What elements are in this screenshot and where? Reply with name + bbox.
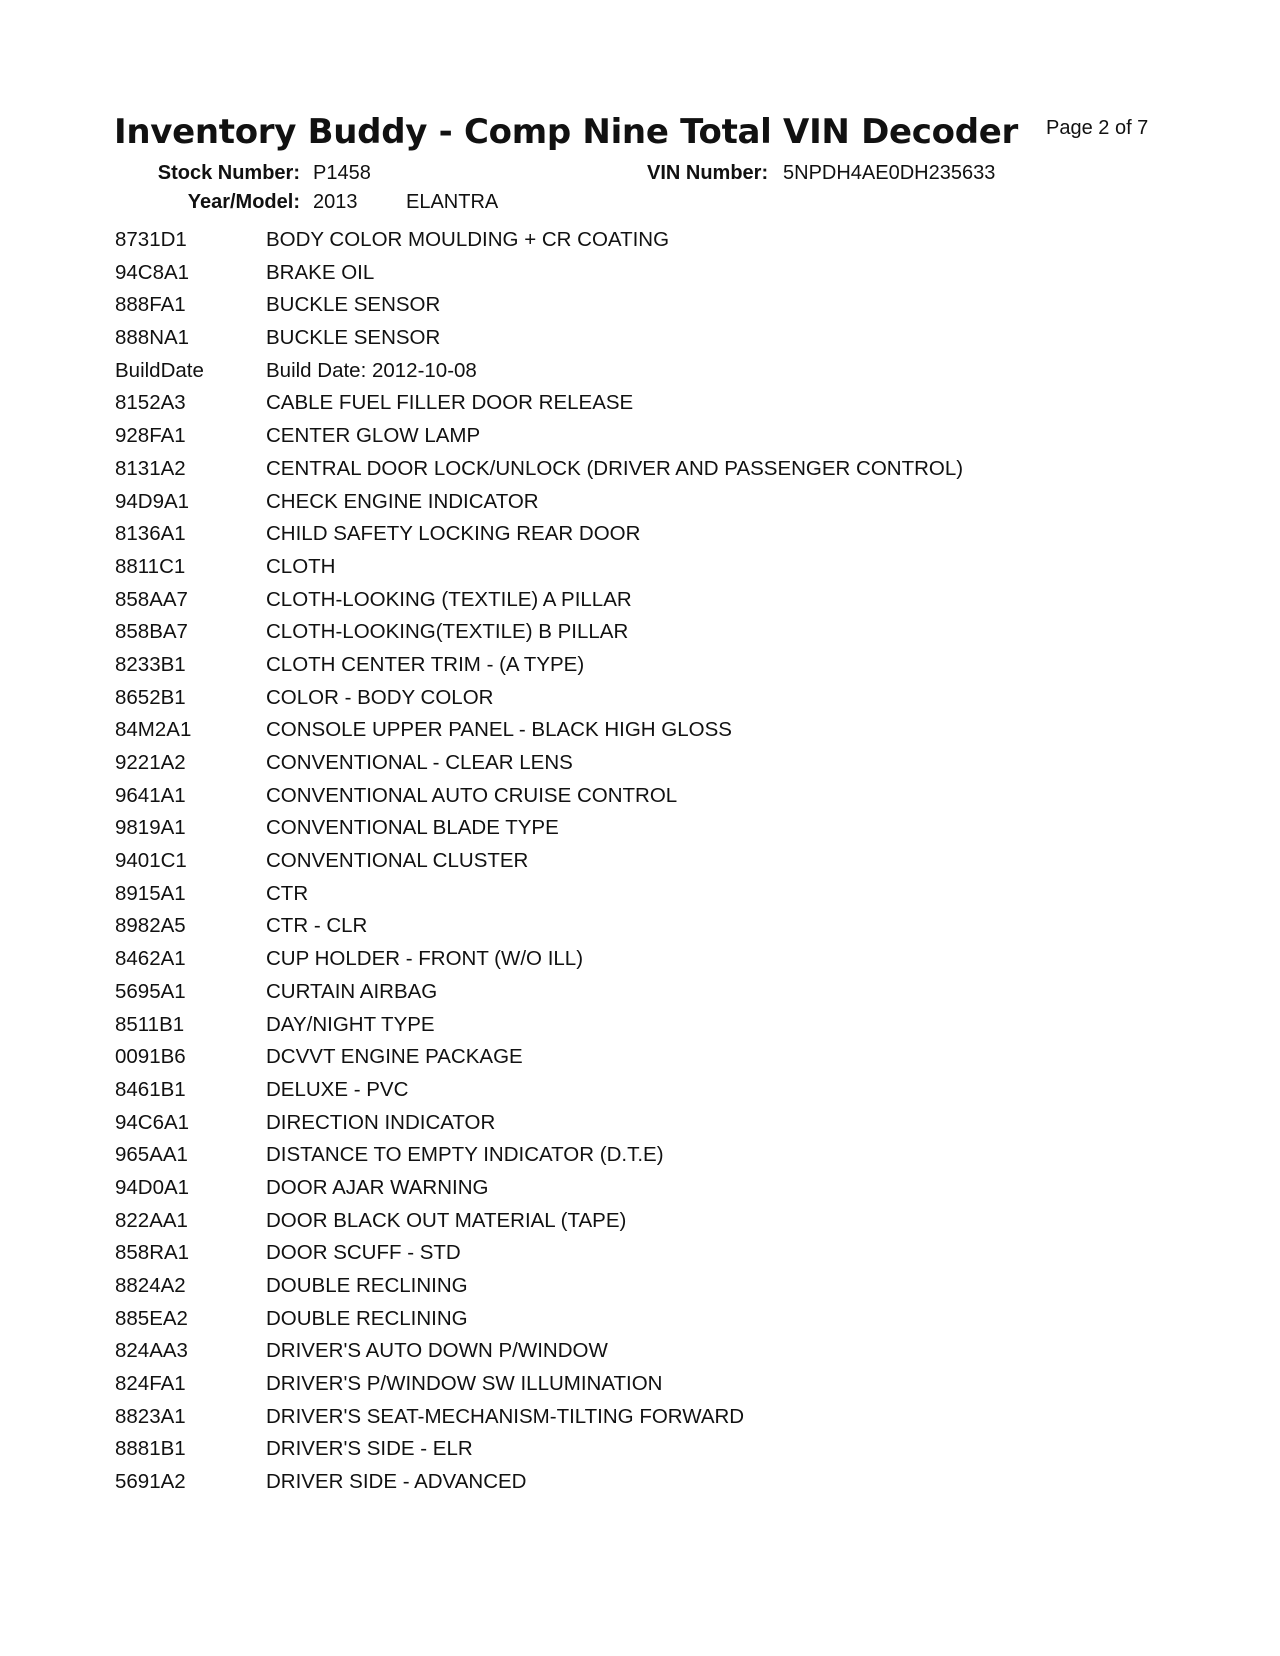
list-item [115,1405,1215,1438]
option-code: 9819A1 [115,816,186,840]
option-description: CENTER GLOW LAMP [266,424,481,448]
list-item [115,947,1215,980]
vin-number-value: 5NPDH4AE0DH235633 [783,162,996,184]
option-description: BODY COLOR MOULDING + CR COATING [266,228,670,251]
option-code: 8462A1 [115,947,186,971]
list-item [115,1274,1215,1307]
list-item [115,1013,1215,1046]
option-description: BUCKLE SENSOR [266,326,441,350]
stock-number-label: Stock Number: [157,162,300,184]
option-description: DELUXE - PVC [266,1077,409,1101]
option-code: 94D0A1 [115,1175,190,1199]
year-model-label: Year/Model: [187,191,300,213]
list-item [115,555,1215,588]
option-description: CTR - CLR [266,914,368,938]
option-code: 888FA1 [115,293,186,317]
list-item [115,228,1215,261]
option-description: DAY/NIGHT TYPE [266,1012,435,1036]
model-value: ELANTRA [406,191,499,213]
vin-number-label: VIN Number: [647,162,769,184]
option-code: 858RA1 [115,1241,190,1265]
list-item [115,980,1215,1013]
list-item [115,816,1215,849]
list-item [115,718,1215,751]
list-item [115,751,1215,784]
option-description: CONSOLE UPPER PANEL - BLACK HIGH GLOSS [266,718,732,742]
option-description: DOOR AJAR WARNING [266,1175,489,1199]
option-code-list [115,228,1215,1503]
option-code: 94C8A1 [115,260,190,284]
option-description: CENTRAL DOOR LOCK/UNLOCK (DRIVER AND PASSENGER CONTROL) [266,456,964,480]
option-code: 8731D1 [115,228,187,251]
option-code: 822AA1 [115,1208,188,1232]
option-code: 5695A1 [115,979,186,1003]
option-code: 5691A2 [115,1470,186,1494]
year-value: 2013 [313,191,358,213]
option-description: CONVENTIONAL CLUSTER [266,849,529,873]
list-item [115,1437,1215,1470]
list-item [115,914,1215,947]
option-code: 8824A2 [115,1274,186,1297]
list-item [115,490,1215,523]
list-item [115,653,1215,686]
list-item [115,391,1215,424]
option-code: 9401C1 [115,849,187,873]
option-code: 8652B1 [115,685,186,709]
option-code: 8131A2 [115,456,186,480]
option-description: CHECK ENGINE INDICATOR [266,489,539,513]
list-item [115,588,1215,621]
option-code: 8511B1 [115,1012,185,1036]
option-code: 8982A5 [115,914,186,938]
option-code: 9221A2 [115,751,186,774]
option-code: 8811C1 [115,554,186,578]
list-item [115,882,1215,915]
option-code: BuildDate [115,358,204,382]
option-description: DISTANCE TO EMPTY INDICATOR (D.T.E) [266,1143,664,1167]
list-item [115,1143,1215,1176]
option-description: CHILD SAFETY LOCKING REAR DOOR [266,522,641,546]
option-description: BRAKE OIL [266,260,375,284]
option-description: COLOR - BODY COLOR [266,685,494,709]
option-description: DRIVER'S P/WINDOW SW ILLUMINATION [266,1372,663,1396]
option-description: DRIVER SIDE - ADVANCED [266,1470,527,1494]
option-code: 885EA2 [115,1306,188,1330]
list-item [115,522,1215,555]
list-item [115,424,1215,457]
stock-number-value: P1458 [313,162,371,184]
list-item [115,1045,1215,1078]
option-code: 8915A1 [115,881,186,905]
list-item [115,784,1215,817]
option-description: DCVVT ENGINE PACKAGE [266,1045,523,1069]
list-item [115,1307,1215,1340]
option-code: 94C6A1 [115,1110,190,1134]
option-description: CLOTH CENTER TRIM - (A TYPE) [266,652,585,676]
list-item [115,457,1215,490]
option-code: 858AA7 [115,587,188,611]
option-description: DIRECTION INDICATOR [266,1110,496,1134]
option-description: DOUBLE RECLINING [266,1274,468,1297]
option-description: CTR [266,881,309,905]
option-code: 0091B6 [115,1045,186,1069]
list-item [115,849,1215,882]
option-description: CABLE FUEL FILLER DOOR RELEASE [266,391,634,415]
option-description: CURTAIN AIRBAG [266,979,438,1003]
option-description: CLOTH [266,554,336,578]
option-code: 858BA7 [115,620,188,644]
list-item [115,1176,1215,1209]
list-item [115,620,1215,653]
document-title: Inventory Buddy - Comp Nine Total VIN Decoder [114,112,1018,152]
option-code: 928FA1 [115,424,186,448]
option-code: 824FA1 [115,1372,186,1396]
list-item [115,1470,1215,1503]
option-code: 824AA3 [115,1339,188,1363]
option-description: DOUBLE RECLINING [266,1306,468,1330]
option-code: 8881B1 [115,1437,186,1461]
list-item [115,686,1215,719]
option-description: CLOTH-LOOKING(TEXTILE) B PILLAR [266,620,629,644]
option-description: CONVENTIONAL - CLEAR LENS [266,751,573,774]
option-code: 8152A3 [115,391,186,415]
option-description: Build Date: 2012-10-08 [266,358,477,382]
option-code: 8461B1 [115,1077,186,1101]
list-item [115,261,1215,294]
option-code: 965AA1 [115,1143,188,1167]
list-item [115,359,1215,392]
option-description: DOOR SCUFF - STD [266,1241,461,1265]
list-item [115,326,1215,359]
option-description: DRIVER'S AUTO DOWN P/WINDOW [266,1339,608,1363]
option-code: 9641A1 [115,783,186,807]
option-code: 8823A1 [115,1404,186,1428]
page-number: Page 2 of 7 [1046,117,1149,139]
option-description: CONVENTIONAL AUTO CRUISE CONTROL [266,783,678,807]
option-code: 8233B1 [115,652,186,676]
list-item [115,1111,1215,1144]
option-description: DRIVER'S SIDE - ELR [266,1437,473,1461]
option-description: BUCKLE SENSOR [266,293,441,317]
list-item [115,1209,1215,1242]
option-description: DRIVER'S SEAT-MECHANISM-TILTING FORWARD [266,1404,745,1428]
option-description: DOOR BLACK OUT MATERIAL (TAPE) [266,1208,627,1232]
option-code: 888NA1 [115,326,190,350]
option-code: 8136A1 [115,522,186,546]
option-description: CLOTH-LOOKING (TEXTILE) A PILLAR [266,587,632,611]
list-item [115,1372,1215,1405]
option-code: 84M2A1 [115,718,192,742]
list-item [115,293,1215,326]
option-description: CONVENTIONAL BLADE TYPE [266,816,559,840]
option-description: CUP HOLDER - FRONT (W/O ILL) [266,947,584,971]
option-code: 94D9A1 [115,489,190,513]
list-item [115,1339,1215,1372]
list-item [115,1241,1215,1274]
list-item [115,1078,1215,1111]
